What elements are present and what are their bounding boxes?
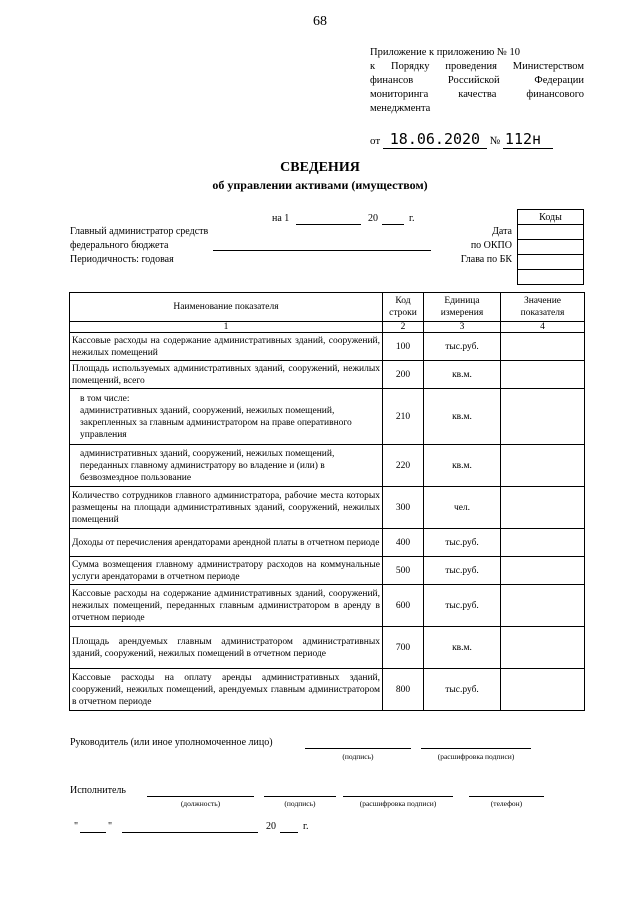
codes-table — [517, 209, 584, 285]
executor-phone-line[interactable] — [469, 796, 544, 797]
page-number: 68 — [313, 14, 327, 29]
podpis-caption: (подпись) — [342, 752, 374, 761]
month-field-line[interactable] — [122, 832, 258, 833]
col-number: 1 — [70, 322, 383, 333]
phone-caption: (телефон) — [490, 799, 523, 808]
row-name: Кассовые расходы на оплату аренды административных зданий, сооружений, нежилых помещений, арендуемых главным администратором в отчетном периоде — [70, 669, 383, 711]
row-value[interactable] — [501, 333, 585, 361]
row-name: административных зданий, сооружений, нежилых помещений, переданных главному администратору во владение и (или) в безвозмездное пользование — [70, 445, 383, 487]
codes-header: Коды — [518, 210, 584, 225]
g-label: г. — [409, 213, 415, 224]
order-line — [370, 130, 553, 149]
document-title: СВЕДЕНИЯ — [280, 160, 360, 175]
day-field-line[interactable] — [80, 832, 106, 833]
decode-caption: (расшифровка подписи) — [359, 799, 437, 808]
row-name: Кассовые расходы на содержание административных зданий, сооружений, нежилых помещений, переданных главным администратором в аренду в отчетном периоде — [70, 585, 383, 627]
table-row — [70, 333, 585, 361]
row-unit: тыс.руб. — [424, 333, 501, 361]
row-unit: тыс.руб. — [424, 669, 501, 711]
row-code: 600 — [383, 585, 424, 627]
document-subtitle: об управлении активами (имуществом) — [212, 178, 428, 192]
table-row — [70, 585, 585, 627]
code-cell-date[interactable] — [518, 225, 584, 240]
order-no: № — [489, 135, 501, 147]
executor-signature-line[interactable] — [264, 796, 336, 797]
date-code-label: Дата — [492, 226, 512, 237]
date-field-line — [296, 224, 361, 225]
row-value[interactable] — [501, 557, 585, 585]
admin-field-line — [213, 250, 431, 251]
periodicity-label: Периодичность: годовая — [70, 254, 174, 265]
col-number: 4 — [501, 322, 585, 333]
indicators-table — [69, 292, 585, 711]
table-row — [70, 361, 585, 389]
podpis-caption: (подпись) — [284, 799, 316, 808]
row-name: Количество сотрудников главного администратора, рабочие места которых размещены на площади административных зданий, сооружений, нежилых помещений — [70, 487, 383, 529]
row-code: 400 — [383, 529, 424, 557]
appendix-line: финансов Российской Федерации — [370, 75, 584, 86]
row-value[interactable] — [501, 585, 585, 627]
row-code: 700 — [383, 627, 424, 669]
quote-open: " — [74, 821, 79, 832]
table-row — [70, 529, 585, 557]
row-unit: тыс.руб. — [424, 557, 501, 585]
appendix-line: Приложение к приложению № 10 — [370, 47, 521, 58]
row-code: 210 — [383, 389, 424, 445]
row-value[interactable] — [501, 361, 585, 389]
row-name: Кассовые расходы на содержание административных зданий, сооружений, нежилых помещений — [70, 333, 383, 361]
order-date: 18.06.2020 — [383, 130, 487, 149]
head-signature-line[interactable] — [305, 748, 411, 749]
position-caption: (должность) — [180, 799, 221, 808]
row-unit: кв.м. — [424, 445, 501, 487]
year-field-line — [382, 224, 404, 225]
row-name: в том числе: административных зданий, сооружений, нежилых помещений, закрепленных за главным администратором на праве оперативного управления — [70, 389, 383, 445]
col-number: 2 — [383, 322, 424, 333]
row-value[interactable] — [501, 627, 585, 669]
glava-code-label: Глава по БК — [460, 254, 512, 265]
executor-decode-line[interactable] — [343, 796, 453, 797]
decode-caption: (расшифровка подписи) — [437, 752, 515, 761]
col-header-unit: Единица измерения — [424, 293, 501, 322]
row-name: Доходы от перечисления арендаторами арендной платы в отчетном периоде — [70, 529, 383, 557]
appendix-line: менеджмента — [370, 103, 431, 114]
admin-label-2: федерального бюджета — [70, 240, 169, 251]
quote-close: " — [108, 821, 113, 832]
table-row — [70, 669, 585, 711]
row-unit: тыс.руб. — [424, 529, 501, 557]
row-unit: тыс.руб. — [424, 585, 501, 627]
row-value[interactable] — [501, 487, 585, 529]
table-row — [70, 445, 585, 487]
col-header-name: Наименование показателя — [70, 293, 383, 322]
row-value[interactable] — [501, 669, 585, 711]
row-code: 800 — [383, 669, 424, 711]
appendix-block — [370, 46, 584, 116]
col-header-value: Значение показателя — [501, 293, 585, 322]
row-unit: кв.м. — [424, 627, 501, 669]
code-cell-empty[interactable] — [518, 270, 584, 285]
row-name: Сумма возмещения главному администратору расходов на коммунальные услуги арендаторами в отчетном периоде — [70, 557, 383, 585]
on-date-label: на 1 — [272, 213, 290, 224]
footer-year-line[interactable] — [280, 832, 298, 833]
table-row — [70, 627, 585, 669]
appendix-line: мониторинга качества финансового — [370, 89, 584, 100]
year-label: 20 — [368, 213, 378, 224]
row-code: 100 — [383, 333, 424, 361]
admin-label-1: Главный администратор средств — [70, 226, 209, 237]
col-number: 3 — [424, 322, 501, 333]
row-unit: чел. — [424, 487, 501, 529]
table-row — [70, 389, 585, 445]
okpo-code-label: по ОКПО — [470, 240, 512, 251]
row-name: Площадь используемых административных зданий, сооружений, нежилых помещений, всего — [70, 361, 383, 389]
col-header-code: Код строки — [383, 293, 424, 322]
row-unit: кв.м. — [424, 389, 501, 445]
executor-position-line[interactable] — [147, 796, 254, 797]
appendix-line: к Порядку проведения Министерством — [370, 61, 584, 72]
table-row — [70, 487, 585, 529]
head-label: Руководитель (или иное уполномоченное лицо) — [70, 737, 273, 748]
code-cell-glava[interactable] — [518, 255, 584, 270]
row-code: 300 — [383, 487, 424, 529]
order-ot: от — [370, 135, 381, 147]
row-code: 220 — [383, 445, 424, 487]
table-row — [70, 557, 585, 585]
code-cell-okpo[interactable] — [518, 240, 584, 255]
row-unit: кв.м. — [424, 361, 501, 389]
row-value[interactable] — [501, 389, 585, 445]
footer-g-label: г. — [303, 821, 309, 832]
row-value[interactable] — [501, 529, 585, 557]
row-code: 200 — [383, 361, 424, 389]
row-name: Площадь арендуемых главным администратором административных зданий, сооружений, нежилых помещений в отчетном периоде — [70, 627, 383, 669]
footer-year-label: 20 — [266, 821, 276, 832]
row-value[interactable] — [501, 445, 585, 487]
order-number: 112н — [503, 130, 553, 149]
executor-label: Исполнитель — [70, 785, 126, 796]
row-code: 500 — [383, 557, 424, 585]
head-decode-line[interactable] — [421, 748, 531, 749]
